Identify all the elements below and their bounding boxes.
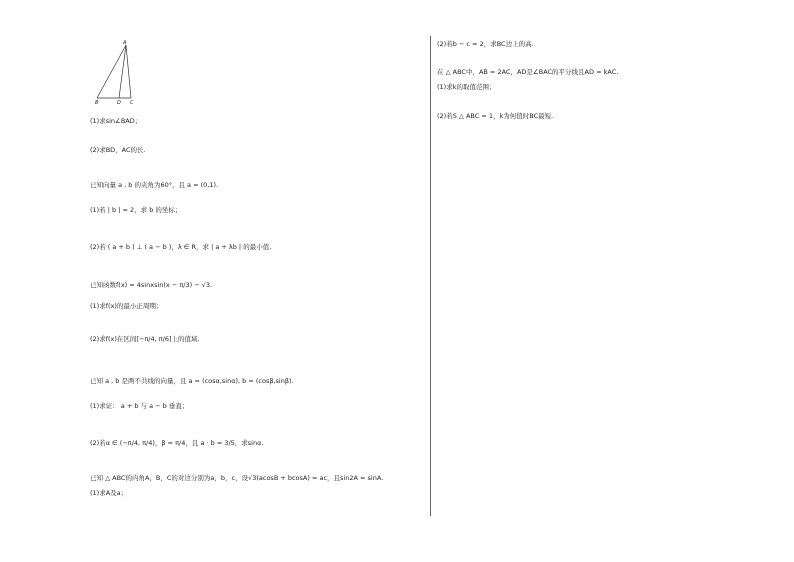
segment-ad xyxy=(119,45,126,98)
column-divider xyxy=(430,36,431,516)
side-ac xyxy=(126,45,131,98)
problem-2-stem: 已知向量 a , b 的夹角为60°，且 a = (0,1). xyxy=(90,181,219,189)
side-ab xyxy=(97,45,126,98)
question-6-2: (2)若S △ ABC = 1，k为何值时BC最短. xyxy=(437,112,554,120)
label-d: D xyxy=(117,100,121,106)
triangle-figure xyxy=(90,40,140,106)
problem-4-stem: 已知 a , b 是两不共线的向量，且 a = (cosα,sinα), b = (cosβ,sinβ). xyxy=(90,377,294,385)
problem-3-stem: 已知函数f(x) = 4sinxsin(x − π/3) − √3. xyxy=(90,281,213,289)
question-5-1: (1)求A及a； xyxy=(90,489,128,497)
label-a: A xyxy=(123,40,127,46)
question-2-2: (2)若 ( a + b ) ⊥ ( a − b )，λ ∈ R，求 | a + λb | 的最小值. xyxy=(90,243,272,251)
problem-5-stem: 已知 △ ABC的内角A，B，C的对边分别为a，b，c，设√3(acosB + bcosA) = ac，且sin2A = sinA. xyxy=(90,474,384,482)
question-1-2: (2)求BD，AC的长. xyxy=(90,146,146,154)
question-5-2: (2)若b − c = 2，求BC边上的高. xyxy=(437,40,534,48)
question-4-1: (1)求证： a + b 与 a − b 垂直； xyxy=(90,402,189,410)
question-1-1: (1)求sin∠BAD； xyxy=(90,117,142,125)
problem-6-stem: 在 △ ABC中，AB = 2AC，AD是∠BAC的平分线且AD = kAC. xyxy=(437,68,619,76)
question-4-2: (2)若α ∈ (−π/4, π/4)，β = π/4，且 a · b = 3/5，求sinα. xyxy=(90,439,264,447)
question-3-2: (2)求f(x)在区间[−π/4, π/6]上的值域. xyxy=(90,335,200,343)
question-6-1: (1)求k的取值范围； xyxy=(437,83,496,91)
label-b: B xyxy=(95,100,99,106)
question-2-1: (1)若 | b | = 2，求 b 的坐标； xyxy=(90,206,182,214)
question-3-1: (1)求f(x)的最小正周期； xyxy=(90,302,163,310)
label-c: C xyxy=(130,100,134,106)
